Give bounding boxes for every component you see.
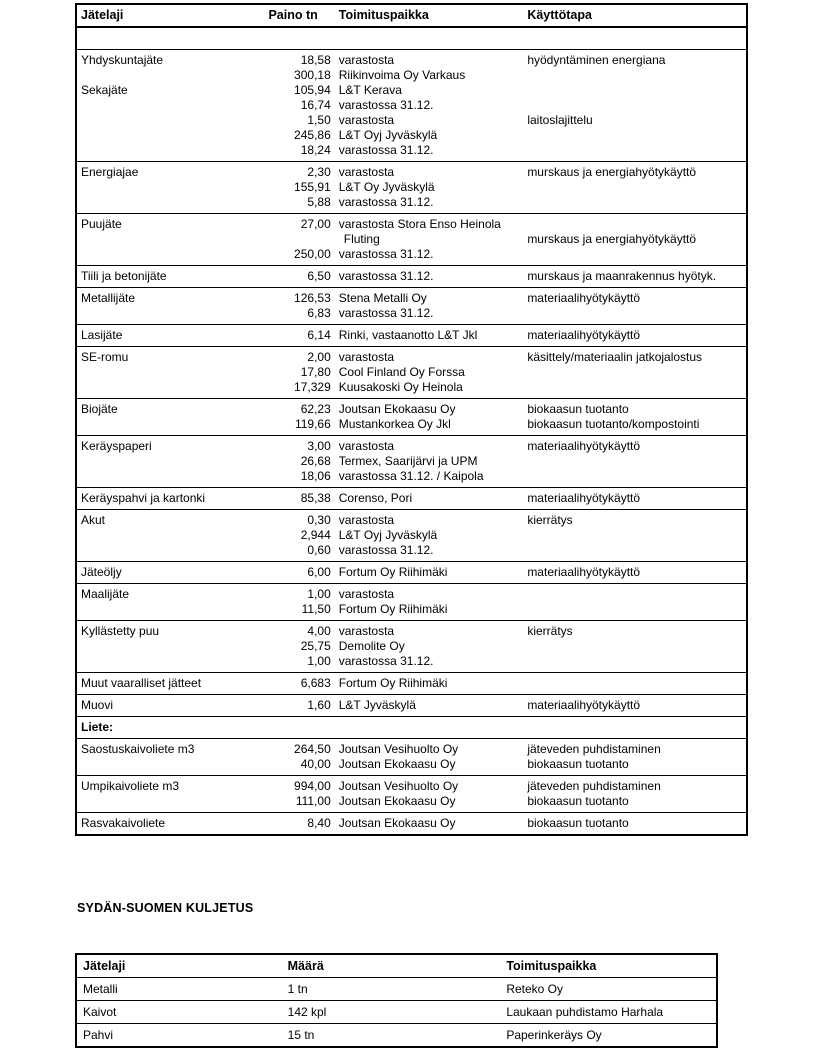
cell-kayttotapa: materiaalihyötykäyttö [527,291,641,305]
cell-paino: 119,66 [294,417,331,431]
waste-table-row [76,794,747,813]
waste-table-row [76,365,747,380]
cell-jatelaji: Maalijäte [81,587,130,601]
cell-kayttotapa: jäteveden puhdistaminen [527,779,661,793]
cell-jatelaji [76,469,263,488]
cell-kayttotapa [524,128,747,143]
cell-jatelaji: Sekajäte [81,83,128,97]
kuljetus-table-body [76,978,717,1048]
cell-maara: 142 kpl [282,1001,501,1024]
cell-toimituspaikka: L&T Kerava [338,83,402,97]
cell-paino: 26,68 [300,454,331,468]
cell-toimituspaikka: Cool Finland Oy Forssa [338,365,465,379]
cell-jatelaji: SE-romu [81,350,129,364]
cell-maara: 15 tn [282,1024,501,1048]
waste-table-group [76,288,747,325]
waste-table-row [76,454,747,469]
cell-kayttotapa: biokaasun tuotanto [527,816,629,830]
waste-table-group [76,488,747,510]
cell-toimituspaikka: Joutsan Vesihuolto Oy [338,742,459,756]
waste-table-row [76,436,747,455]
cell-paino: 2,30 [307,165,331,179]
cell-paino: 6,50 [307,269,331,283]
waste-table-group [76,717,747,739]
waste-table-row [76,83,747,98]
waste-table-group [76,621,747,673]
waste-table-row [76,162,747,181]
waste-table-group [76,347,747,399]
cell-toimituspaikka: varastossa 31.12. [338,143,434,157]
waste-table-group [76,510,747,562]
cell-kayttotapa [524,654,747,673]
cell-toimituspaikka: varastosta [338,350,395,364]
waste-table-group [76,436,747,488]
cell-kayttotapa [524,584,747,603]
cell-jatelaji [76,113,263,128]
cell-toimituspaikka: Joutsan Ekokaasu Oy [338,757,456,771]
waste-table-group [76,695,747,717]
cell-jatelaji [76,306,263,325]
cell-jatelaji: Keräyspaperi [81,439,152,453]
cell-toimituspaikka: varastossa 31.12. [338,543,434,557]
waste-table-row [76,266,747,288]
cell-toimituspaikka [333,27,525,50]
cell-toimituspaikka: Kuusakoski Oy Heinola [338,380,463,394]
cell-jatelaji [76,380,263,399]
cell-toimituspaikka: Laukaan puhdistamo Harhala [500,1001,717,1024]
cell-kayttotapa: murskaus ja maanrakennus hyötyk. [527,269,717,283]
cell-kayttotapa [524,602,747,621]
col-header-maara: Määrä [282,954,501,978]
waste-table-row [76,543,747,562]
cell-kayttotapa [524,365,747,380]
cell-toimituspaikka: Demolite Oy [338,639,405,653]
kuljetus-table-row [76,1024,717,1048]
cell-kayttotapa: materiaalihyötykäyttö [527,328,641,342]
waste-table-group [76,50,747,162]
cell-jatelaji [76,757,263,776]
cell-paino: 6,14 [307,328,331,342]
cell-toimituspaikka: varastosta [338,624,395,638]
waste-table [75,3,748,836]
cell-jatelaji: Yhdyskuntajäte [81,53,164,67]
cell-paino: 0,60 [307,543,331,557]
cell-toimituspaikka: varastosta [338,165,395,179]
waste-table-row [76,27,747,50]
cell-jatelaji [76,602,263,621]
cell-toimituspaikka: Fluting [343,232,380,246]
cell-kayttotapa [524,68,747,83]
cell-paino: 994,00 [294,779,331,793]
waste-table-group [76,399,747,436]
cell-jatelaji [76,68,263,83]
cell-toimituspaikka: Stena Metalli Oy [338,291,427,305]
waste-table-row [76,639,747,654]
waste-table-row [76,602,747,621]
cell-toimituspaikka: Joutsan Ekokaasu Oy [338,794,456,808]
cell-jatelaji [76,794,263,813]
cell-toimituspaikka: varastossa 31.12. [338,98,434,112]
waste-table-group [76,739,747,776]
cell-paino [263,27,333,50]
cell-kayttotapa [524,27,747,50]
waste-table-row [76,143,747,162]
waste-table-row [76,757,747,776]
cell-jatelaji: Umpikaivoliete m3 [81,779,180,793]
cell-jatelaji: Biojäte [81,402,118,416]
cell-toimituspaikka: varastosta [338,439,395,453]
cell-toimituspaikka: Riikinvoima Oy Varkaus [338,68,466,82]
cell-kayttotapa [524,143,747,162]
cell-toimituspaikka: Rinki, vastaanotto L&T Jkl [338,328,478,342]
cell-paino: 5,88 [307,195,331,209]
cell-jatelaji [76,365,263,380]
cell-toimituspaikka: varastossa 31.12. [338,269,434,283]
cell-jatelaji: Keräyspahvi ja kartonki [81,491,206,505]
cell-toimituspaikka: Fortum Oy Riihimäki [338,565,448,579]
cell-toimituspaikka: L&T Jyväskylä [338,698,416,712]
cell-paino: 17,329 [294,380,331,394]
cell-toimituspaikka: Paperinkeräys Oy [500,1024,717,1048]
cell-paino: 17,80 [300,365,331,379]
cell-jatelaji: Saostuskaivoliete m3 [81,742,195,756]
waste-table-group [76,813,747,836]
cell-jatelaji: Akut [81,513,106,527]
cell-paino: 300,18 [294,68,331,82]
cell-jatelaji [76,98,263,113]
cell-jatelaji [76,195,263,214]
cell-paino: 4,00 [307,624,331,638]
waste-table-row [76,180,747,195]
cell-kayttotapa: murskaus ja energiahyötykäyttö [527,165,697,179]
cell-kayttotapa [524,306,747,325]
cell-jatelaji [76,639,263,654]
waste-table-row [76,306,747,325]
cell-kayttotapa: murskaus ja energiahyötykäyttö [527,232,697,246]
cell-paino: 1,00 [307,587,331,601]
cell-paino: 245,86 [294,128,331,142]
cell-paino: 250,00 [294,247,331,261]
waste-table-row [76,50,747,69]
cell-kayttotapa [524,469,747,488]
cell-kayttotapa: jäteveden puhdistaminen [527,742,661,756]
cell-jatelaji [76,143,263,162]
cell-kayttotapa [524,214,747,233]
waste-table-row [76,562,747,584]
cell-paino: 1,50 [307,113,331,127]
cell-jatelaji: Liete: [81,720,114,734]
cell-kayttotapa: biokaasun tuotanto/kompostointi [527,417,700,431]
cell-toimituspaikka: varastosta Stora Enso Heinola [338,217,501,231]
cell-jatelaji: Tiili ja betonijäte [81,269,167,283]
cell-paino: 105,94 [294,83,331,97]
cell-paino: 155,91 [294,180,331,194]
cell-kayttotapa [524,195,747,214]
cell-paino: 16,74 [300,98,331,112]
section-heading: SYDÄN-SUOMEN KULJETUS [77,901,254,915]
cell-jatelaji: Muut vaaralliset jätteet [81,676,202,690]
waste-table-group [76,776,747,813]
cell-paino: 62,23 [300,402,331,416]
cell-paino: 40,00 [300,757,331,771]
waste-table-header-row [76,4,747,27]
cell-toimituspaikka: Joutsan Vesihuolto Oy [338,779,459,793]
waste-table-group [76,214,747,266]
waste-table-row [76,695,747,717]
cell-toimituspaikka: varastosta [338,587,395,601]
cell-jatelaji [76,128,263,143]
cell-paino: 2,944 [300,528,331,542]
cell-jatelaji: Pahvi [76,1024,282,1048]
waste-table-group [76,27,747,50]
cell-paino [263,717,333,739]
waste-table-row [76,621,747,640]
cell-paino: 18,58 [300,53,331,67]
cell-toimituspaikka: Corenso, Pori [338,491,413,505]
waste-table-row [76,380,747,399]
cell-paino: 8,40 [307,816,331,830]
waste-table-row [76,469,747,488]
cell-jatelaji [76,528,263,543]
cell-toimituspaikka: varastosta [338,53,395,67]
col-header-kayttotapa: Käyttötapa [527,8,592,22]
cell-kayttotapa [524,673,747,695]
cell-kayttotapa: biokaasun tuotanto [527,794,629,808]
cell-toimituspaikka: varastossa 31.12. [338,247,434,261]
cell-jatelaji: Metalli [76,978,282,1001]
waste-table-row [76,417,747,436]
cell-paino: 6,00 [307,565,331,579]
cell-jatelaji: Kyllästetty puu [81,624,160,638]
cell-toimituspaikka: varastossa 31.12. [338,306,434,320]
waste-table-row [76,813,747,836]
cell-toimituspaikka: L&T Oy Jyväskylä [338,180,435,194]
cell-jatelaji: Muovi [81,698,114,712]
waste-table-row [76,488,747,510]
kuljetus-table-header [76,954,717,978]
waste-table-row [76,195,747,214]
cell-kayttotapa: laitoslajittelu [527,113,593,127]
cell-kayttotapa: hyödyntäminen energiana [527,53,666,67]
cell-kayttotapa: materiaalihyötykäyttö [527,565,641,579]
cell-kayttotapa [524,717,747,739]
waste-table-row [76,98,747,113]
cell-kayttotapa: käsittely/materiaalin jatkojalostus [527,350,703,364]
waste-table-row [76,288,747,307]
cell-toimituspaikka: varastossa 31.12. / Kaipola [338,469,484,483]
col-header-jatelaji: Jätelaji [81,8,124,22]
cell-jatelaji: Rasvakaivoliete [81,816,166,830]
cell-kayttotapa: biokaasun tuotanto [527,402,629,416]
waste-table-group [76,266,747,288]
waste-table-row [76,347,747,366]
cell-jatelaji: Jäteöljy [81,565,122,579]
cell-toimituspaikka: L&T Oyj Jyväskylä [338,128,438,142]
cell-toimituspaikka: Termex, Saarijärvi ja UPM [338,454,478,468]
kuljetus-table-header-row [76,954,717,978]
cell-paino: 0,30 [307,513,331,527]
cell-kayttotapa: kierrätys [527,624,573,638]
cell-paino: 1,60 [307,698,331,712]
cell-toimituspaikka: Fortum Oy Riihimäki [338,676,448,690]
cell-paino: 3,00 [307,439,331,453]
waste-table-row [76,528,747,543]
cell-toimituspaikka: Reteko Oy [500,978,717,1001]
cell-toimituspaikka [333,717,525,739]
cell-kayttotapa [524,83,747,98]
cell-jatelaji [76,654,263,673]
cell-toimituspaikka: varastosta [338,513,395,527]
waste-table-row [76,232,747,247]
cell-toimituspaikka: Joutsan Ekokaasu Oy [338,402,456,416]
kuljetus-table-row [76,1001,717,1024]
cell-paino: 1,00 [307,654,331,668]
cell-toimituspaikka: L&T Oyj Jyväskylä [338,528,438,542]
cell-paino: 25,75 [300,639,331,653]
cell-jatelaji [76,27,263,50]
cell-kayttotapa [524,98,747,113]
cell-maara: 1 tn [282,978,501,1001]
cell-paino: 2,00 [307,350,331,364]
kuljetus-table [75,953,718,1048]
cell-paino: 126,53 [294,291,331,305]
waste-table-group [76,162,747,214]
waste-table-header [76,4,747,27]
waste-table-row [76,510,747,529]
waste-table-row [76,214,747,233]
cell-toimituspaikka: Mustankorkea Oy Jkl [338,417,451,431]
cell-kayttotapa [524,454,747,469]
cell-kayttotapa [524,543,747,562]
waste-table-row [76,68,747,83]
waste-table-group [76,673,747,695]
cell-paino [263,232,333,247]
cell-jatelaji: Kaivot [76,1001,282,1024]
cell-kayttotapa: biokaasun tuotanto [527,757,629,771]
cell-jatelaji [76,454,263,469]
waste-table-row [76,128,747,143]
cell-kayttotapa [524,380,747,399]
cell-kayttotapa [524,247,747,266]
waste-table-group [76,325,747,347]
cell-jatelaji [76,180,263,195]
cell-paino: 6,83 [307,306,331,320]
cell-jatelaji [76,543,263,562]
cell-paino: 6,683 [300,676,331,690]
cell-jatelaji [76,247,263,266]
cell-paino: 18,06 [300,469,331,483]
col-header-toimituspaikka-2: Toimituspaikka [500,954,717,978]
cell-toimituspaikka: Fortum Oy Riihimäki [338,602,448,616]
waste-table-group [76,562,747,584]
cell-jatelaji: Puujäte [81,217,122,231]
waste-table-row [76,654,747,673]
cell-kayttotapa [524,180,747,195]
waste-table-row [76,776,747,795]
cell-jatelaji [76,232,263,247]
waste-table-row [76,584,747,603]
cell-kayttotapa: materiaalihyötykäyttö [527,439,641,453]
cell-toimituspaikka: varastossa 31.12. [338,195,434,209]
cell-paino: 264,50 [294,742,331,756]
cell-paino: 27,00 [300,217,331,231]
col-header-jatelaji-2: Jätelaji [76,954,282,978]
cell-kayttotapa [524,639,747,654]
col-header-toimituspaikka: Toimituspaikka [338,8,429,22]
cell-paino: 18,24 [300,143,331,157]
cell-toimituspaikka: varastossa 31.12. [338,654,434,668]
waste-table-row [76,739,747,758]
waste-table-row [76,673,747,695]
waste-table-row [76,325,747,347]
cell-kayttotapa: kierrätys [527,513,573,527]
waste-table-row [76,717,747,739]
cell-paino: 111,00 [295,794,331,808]
col-header-paino: Paino tn [268,8,318,22]
cell-toimituspaikka: Joutsan Ekokaasu Oy [338,816,456,830]
cell-paino: 11,50 [301,602,331,616]
cell-kayttotapa: materiaalihyötykäyttö [527,698,641,712]
cell-jatelaji: Metallijäte [81,291,136,305]
cell-kayttotapa [524,528,747,543]
cell-jatelaji: Energiajae [81,165,139,179]
cell-jatelaji: Lasijäte [81,328,123,342]
waste-table-group [76,584,747,621]
waste-table-row [76,247,747,266]
kuljetus-table-row [76,978,717,1001]
cell-jatelaji [76,417,263,436]
waste-table-row [76,113,747,128]
cell-kayttotapa: materiaalihyötykäyttö [527,491,641,505]
cell-toimituspaikka: varastosta [338,113,395,127]
cell-paino: 85,38 [300,491,331,505]
waste-table-row [76,399,747,418]
